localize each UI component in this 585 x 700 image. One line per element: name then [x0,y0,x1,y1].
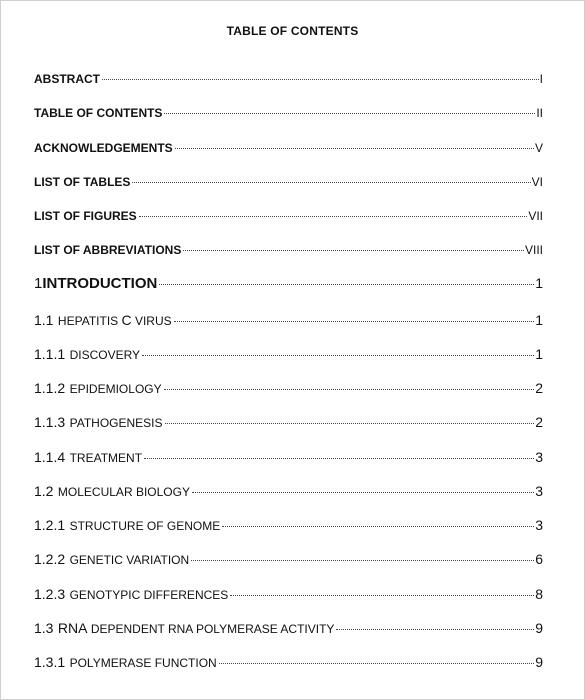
toc-entry-chapter-introduction[interactable] [34,275,543,293]
toc-entry-section[interactable] [34,483,543,501]
toc-entry-list-of-abbreviations[interactable] [34,243,543,257]
dot-leader [102,79,539,80]
dot-leader [142,355,534,356]
dot-leader [175,148,534,149]
toc-page-number: VII [528,209,543,223]
toc-page-number: 9 [535,654,543,670]
section-title-part: EPIDEMIOLOGY [69,382,162,396]
toc-entry-section[interactable] [34,346,543,364]
toc-page-number: VI [531,175,543,189]
dot-leader [164,113,535,114]
toc-entry-table-of-contents[interactable] [34,106,543,120]
page-title: TABLE OF CONTENTS [226,24,359,38]
toc-entry-label: LIST OF TABLES [34,175,131,189]
dot-leader [165,423,535,424]
dot-leader [132,182,530,183]
chapter-number: 1 [34,275,43,292]
toc-entry-list-of-figures[interactable] [34,209,543,223]
dot-leader [219,663,534,664]
toc-entry-section[interactable] [34,312,543,330]
dot-leader [164,389,535,390]
toc-entry-section[interactable] [34,654,543,672]
section-number: 1.1.2 [34,380,66,396]
toc-entry-label [34,517,220,535]
toc-entry-label [34,275,157,293]
section-number: 1.3.1 [34,654,66,670]
toc-entry-label: LIST OF ABBREVIATIONS [34,243,182,257]
section-title-part: MOLECULAR BIOLOGY [57,485,190,499]
toc-entry-label [34,312,172,330]
toc-page-number: 2 [535,380,543,396]
dot-leader [139,216,528,217]
toc-page-number: II [536,106,543,120]
toc-page-number: 3 [535,483,543,499]
dot-leader [144,458,534,459]
dot-leader [222,526,534,527]
toc-page-number: 3 [535,449,543,465]
toc-page-number: 9 [535,620,543,636]
toc-entry-acknowledgements[interactable] [34,141,543,155]
section-title-emphasis: RNA [57,620,88,636]
chapter-title: INTRODUCTION [42,275,158,292]
toc-entry-label [34,414,163,432]
toc-page-number: I [539,72,543,86]
toc-entry-section[interactable] [34,449,543,467]
toc-entry-section[interactable] [34,551,543,569]
section-number: 1.2.2 [34,551,66,567]
toc-entry-section[interactable] [34,517,543,535]
section-title-part: DISCOVERY [69,348,141,362]
dot-leader [174,321,535,322]
toc-entry-label [34,551,189,569]
dot-leader [183,250,524,251]
section-title-part: VIRUS [131,314,172,328]
toc-entry-list-of-tables[interactable] [34,175,543,189]
toc-entry-label [34,449,142,467]
section-title-part: STRUCTURE OF GENOME [69,519,221,533]
section-title-part: POLYMERASE FUNCTION [69,656,217,670]
dot-leader [230,595,534,596]
toc-entry-label [34,586,228,604]
toc-entry-label [34,346,140,364]
toc-entry-abstract[interactable] [34,72,543,86]
section-title-emphasis: C [121,312,132,328]
toc-entry-section[interactable] [34,380,543,398]
toc-entry-section[interactable] [34,620,543,638]
toc-entry-label: ABSTRACT [34,72,100,86]
section-number: 1.1.1 [34,346,66,362]
toc-page-number: 6 [535,551,543,567]
section-title-part: HEPATITIS [57,314,122,328]
section-number: 1.3 [34,620,54,636]
dot-leader [192,492,534,493]
section-number: 1.2 [34,483,54,499]
toc-page-number: 1 [535,275,543,291]
section-title-part: DEPENDENT RNA POLYMERASE ACTIVITY [87,622,335,636]
toc-entry-label [34,483,190,501]
toc-page-number: VIII [524,243,543,257]
section-number: 1.2.1 [34,517,66,533]
toc-entry-label [34,620,334,638]
dot-leader [336,629,534,630]
toc-entry-section[interactable] [34,414,543,432]
toc-entry-label: ACKNOWLEDGEMENTS [34,141,173,155]
toc-entry-label: LIST OF FIGURES [34,209,137,223]
toc-page-number: 2 [535,414,543,430]
section-title-part: TREATMENT [69,451,143,465]
toc-page-number: 1 [535,312,543,328]
toc-entry-label [34,654,217,672]
toc-page-number: 1 [535,346,543,362]
toc-entry-label [34,380,162,398]
section-number: 1.1.3 [34,414,66,430]
section-title-part: GENETIC VARIATION [69,553,190,567]
section-title-part: GENOTYPIC DIFFERENCES [69,588,229,602]
section-number: 1.1 [34,312,54,328]
section-number: 1.2.3 [34,586,66,602]
dot-leader [191,560,534,561]
toc-entry-label: TABLE OF CONTENTS [34,106,163,120]
section-title-part: PATHOGENESIS [69,416,163,430]
toc-entry-section[interactable] [34,586,543,604]
section-number: 1.1.4 [34,449,66,465]
toc-page-number: V [534,141,543,155]
toc-page-number: 8 [535,586,543,602]
dot-leader [159,284,534,285]
toc-page-number: 3 [535,517,543,533]
